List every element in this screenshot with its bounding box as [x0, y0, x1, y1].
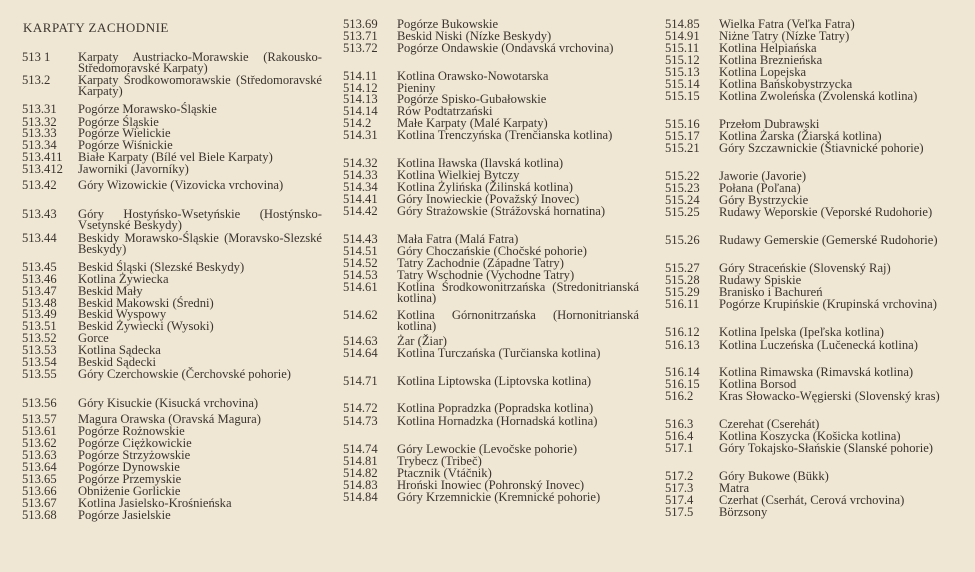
entry-name: Börzsony	[719, 505, 768, 519]
entry-name: Kotlina Zwoleńska (Zvolenská kotlina)	[719, 89, 918, 103]
index-entry	[22, 298, 322, 309]
index-entry	[665, 55, 957, 66]
index-entry	[665, 391, 957, 402]
entry-name: Beskid Sądecki	[78, 355, 156, 369]
entry-code: 514.71	[343, 374, 378, 388]
index-entry	[22, 164, 322, 175]
index-entry	[343, 492, 639, 503]
entry-code: 516.4	[665, 429, 694, 443]
index-entry	[665, 340, 957, 351]
entry-name: Magura Orawska (Oravská Magura)	[78, 412, 261, 426]
entry-name: Góry Tokajsko-Słańskie (Slanské pohorie)	[719, 441, 933, 455]
entry-code: 514.82	[343, 466, 378, 480]
entry-code: 515.15	[665, 89, 700, 103]
entry-name: Góry Kisuckie (Kisucká vrchovina)	[78, 396, 259, 410]
index-entry	[665, 443, 957, 454]
entry-code: 515.14	[665, 77, 700, 91]
entry-code: 513.412	[22, 162, 63, 176]
entry-name: Branisko i Bachureń	[719, 285, 823, 299]
entry-code: 513.71	[343, 29, 378, 43]
entry-code: 513.411	[22, 150, 63, 164]
entry-code: 517.1	[665, 441, 694, 455]
index-entry	[665, 507, 957, 518]
entry-name: Matra	[719, 481, 750, 495]
entry-name: Beskid Śląski (Slezské Beskydy)	[78, 260, 245, 274]
entry-name: Karpaty Austriacko-Morawskie (Rakousko-Středomoravské Karpaty)	[78, 50, 322, 76]
entry-name: Małe Karpaty (Malé Karpaty)	[397, 116, 548, 130]
entry-code: 513.72	[343, 41, 378, 55]
index-entry	[22, 345, 322, 356]
index-entry	[665, 235, 957, 246]
entry-name: Pogórze Spisko-Gubałowskie	[397, 92, 547, 106]
entry-name: Beskid Mały	[78, 284, 143, 298]
entry-code: 514.73	[343, 414, 378, 428]
entry-code: 513.64	[22, 460, 57, 474]
entry-name: Góry Wizowickie (Vizovicka vrchovina)	[78, 178, 284, 192]
entry-name: Beskid Żywiecki (Wysoki)	[78, 319, 214, 333]
entry-code: 514.14	[343, 104, 378, 118]
entry-name: Kotlina Bańskobystrzycka	[719, 77, 853, 91]
entry-code: 515.17	[665, 129, 700, 143]
entry-code: 513.45	[22, 260, 57, 274]
entry-code: 516.12	[665, 325, 700, 339]
entry-name: Kotlina Żylińska (Žilinská kotlina)	[397, 180, 573, 194]
entry-name: Połana (Poľana)	[719, 181, 801, 195]
entry-name: Kotlina Koszycka (Košicka kotlina)	[719, 429, 901, 443]
entry-name: Beskidy Morawsko-Śląskie (Moravsko-Slezské Beskydy)	[78, 231, 322, 257]
entry-code: 515.22	[665, 169, 700, 183]
entry-name: Kotlina Lopejska	[719, 65, 807, 79]
entry-name: Beskid Makowski (Średni)	[78, 296, 214, 310]
entry-name: Kotlina Jasielsko-Krośnieńska	[78, 496, 232, 510]
entry-code: 514.91	[665, 29, 700, 43]
entry-name: Obniżenie Gorlickie	[78, 484, 181, 498]
entry-code: 514.12	[343, 81, 378, 95]
entry-name: Pogórze Krupińskie (Krupinská vrchovina)	[719, 297, 937, 311]
index-entry	[665, 495, 957, 506]
entry-code: 515.11	[665, 41, 700, 55]
entry-name: Rów Podtatrzański	[397, 104, 493, 118]
index-entry	[343, 71, 639, 82]
entry-code: 513.66	[22, 484, 57, 498]
entry-code: 514.43	[343, 232, 378, 246]
entry-code: 513.65	[22, 472, 57, 486]
entry-code: 514.85	[665, 17, 700, 31]
index-entry	[665, 207, 957, 218]
index-entry	[665, 367, 957, 378]
entry-name: Kotlina Helpiańska	[719, 41, 817, 55]
entry-code: 513.67	[22, 496, 57, 510]
entry-code: 513.48	[22, 296, 57, 310]
entry-name: Karpaty Środkowomorawskie (Středomoravské Karpaty)	[78, 73, 322, 99]
entry-name: Pogórze Ciężkowickie	[78, 436, 192, 450]
entry-code: 513.2	[22, 73, 51, 87]
entry-name: Kotlina Hornadzka (Hornadská kotlina)	[397, 414, 598, 428]
index-entry	[22, 321, 322, 332]
entry-name: Pogórze Morawsko-Śląskie	[78, 102, 217, 116]
entry-code: 514.53	[343, 268, 378, 282]
index-entry	[665, 299, 957, 310]
entry-name: Rudawy Spiskie	[719, 273, 802, 287]
entry-name: Góry Szczawnickie (Štiavnické pohorie)	[719, 141, 924, 155]
entry-name: Kotlina Liptowska (Liptovska kotlina)	[397, 374, 592, 388]
entry-code: 515.12	[665, 53, 700, 67]
entry-code: 513.54	[22, 355, 57, 369]
entry-name: Kras Słowacko-Węgierski (Slovenský kras)	[719, 389, 940, 403]
entry-code: 513.63	[22, 448, 57, 462]
entry-name: Beskid Wyspowy	[78, 307, 167, 321]
entry-code: 513.32	[22, 115, 57, 129]
entry-code: 514.63	[343, 334, 378, 348]
entry-name: Kotlina Iławska (Ilavská kotlina)	[397, 156, 564, 170]
entry-code: 513.34	[22, 138, 57, 152]
entry-code: 514.2	[343, 116, 372, 130]
entry-code: 513.52	[22, 331, 57, 345]
entry-name: Kotlina Breznieńska	[719, 53, 823, 67]
index-entry	[22, 333, 322, 344]
entry-code: 515.24	[665, 193, 700, 207]
entry-code: 514.11	[343, 69, 378, 83]
entry-code: 514.61	[343, 280, 378, 294]
entry-code: 514.51	[343, 244, 378, 258]
entry-code: 517.4	[665, 493, 694, 507]
entry-name: Trybecz (Tribeč)	[397, 454, 482, 468]
index-entry	[22, 274, 322, 285]
entry-name: Hroński Inowiec (Pohronský Inovec)	[397, 478, 585, 492]
entry-code: 513.57	[22, 412, 57, 426]
index-entry	[343, 43, 639, 54]
index-entry	[22, 117, 322, 128]
entry-code: 517.5	[665, 505, 694, 519]
entry-name: Żar (Žiar)	[397, 334, 447, 348]
index-entry	[665, 183, 957, 194]
entry-name: Góry Hostyńsko-Wsetyńskie (Hostýnsko-Vsetynské Beskydy)	[78, 207, 322, 233]
index-entry	[665, 171, 957, 182]
entry-code: 515.26	[665, 233, 700, 247]
entry-name: Pieniny	[397, 81, 436, 95]
entry-code: 516.3	[665, 417, 694, 431]
entry-code: 517.3	[665, 481, 694, 495]
entry-code: 517.2	[665, 469, 694, 483]
entry-name: Wielka Fatra (Veľka Fatra)	[719, 17, 855, 31]
entry-code: 516.11	[665, 297, 700, 311]
index-entry	[22, 75, 322, 98]
entry-code: 513.33	[22, 126, 57, 140]
entry-code: 514.32	[343, 156, 378, 170]
index-entry	[343, 206, 639, 217]
entry-name: Kotlina Żarska (Žiarská kotlina)	[719, 129, 882, 143]
entry-name: Niżne Tatry (Nízke Tatry)	[719, 29, 850, 43]
entry-name: Kotlina Sądecka	[78, 343, 161, 357]
entry-name: Kotlina Górnonitrzańska (Hornonitrianská kotlina)	[397, 308, 639, 334]
entry-name: Góry Bystrzyckie	[719, 193, 809, 207]
entry-code: 516.13	[665, 338, 700, 352]
entry-name: Tatry Zachodnie (Západne Tatry)	[397, 256, 564, 270]
index-entry	[343, 348, 639, 359]
index-entry	[22, 180, 322, 191]
entry-name: Góry Bukowe (Bükk)	[719, 469, 829, 483]
entry-name: Kotlina Środkowonitrzańska (Stredonitrianská kotlina)	[397, 280, 639, 306]
entry-code: 513.51	[22, 319, 57, 333]
entry-code: 513.68	[22, 508, 57, 522]
entry-code: 513.61	[22, 424, 57, 438]
entry-name: Przełom Dubrawski	[719, 117, 820, 131]
index-entry	[343, 376, 639, 387]
entry-name: Czerhat (Cserhát, Cerová vrchovina)	[719, 493, 905, 507]
index-entry	[22, 52, 322, 75]
entry-code: 513.42	[22, 178, 57, 192]
entry-name: Góry Choczańskie (Chočské pohorie)	[397, 244, 587, 258]
entry-name: Kotlina Wielkiej Bytczy	[397, 168, 520, 182]
entry-code: 516.15	[665, 377, 700, 391]
entry-name: Kotlina Orawsko-Nowotarska	[397, 69, 549, 83]
entry-code: 513.46	[22, 272, 57, 286]
entry-name: Tatry Wschodnie (Vychodne Tatry)	[397, 268, 575, 282]
entry-code: 514.64	[343, 346, 378, 360]
entry-name: Kotlina Rimawska (Rimavská kotlina)	[719, 365, 914, 379]
index-entry	[343, 130, 639, 141]
index-entry	[343, 403, 639, 414]
entry-name: Jaworie (Javorie)	[719, 169, 807, 183]
entry-code: 513.62	[22, 436, 57, 450]
entry-code: 515.27	[665, 261, 700, 275]
entry-code: 513.69	[343, 17, 378, 31]
entry-code: 513.44	[22, 231, 57, 245]
entry-name: Pogórze Dynowskie	[78, 460, 180, 474]
entry-name: Pogórze Rożnowskie	[78, 424, 185, 438]
index-entry	[665, 263, 957, 274]
index-entry	[22, 398, 322, 409]
index-entry	[22, 233, 322, 256]
entry-name: Góry Strażowskie (Strážovská hornatina)	[397, 204, 606, 218]
entry-code: 514.34	[343, 180, 378, 194]
entry-code: 515.28	[665, 273, 700, 287]
entry-name: Ptacznik (Vtáčnik)	[397, 466, 492, 480]
entry-name: Pogórze Przemyskie	[78, 472, 182, 486]
entry-name: Góry Inowieckie (Považský Inovec)	[397, 192, 580, 206]
entry-name: Góry Czerchowskie (Čerchovské pohorie)	[78, 367, 291, 381]
entry-name: Kotlina Borsod	[719, 377, 797, 391]
index-entry	[22, 209, 322, 232]
entry-name: Gorce	[78, 331, 109, 345]
entry-name: Kotlina Popradzka (Popradska kotlina)	[397, 401, 594, 415]
index-entry	[22, 104, 322, 115]
entry-code: 514.84	[343, 490, 378, 504]
entry-code: 513.55	[22, 367, 57, 381]
index-entry	[665, 327, 957, 338]
entry-name: Białe Karpaty (Bílé vel Biele Karpaty)	[78, 150, 273, 164]
entry-code: 513.49	[22, 307, 57, 321]
entry-code: 515.29	[665, 285, 700, 299]
entry-name: Rudawy Weporskie (Veporské Rudohorie)	[719, 205, 933, 219]
entry-code: 514.74	[343, 442, 378, 456]
entry-name: Góry Lewockie (Levočske pohorie)	[397, 442, 578, 456]
index-entry	[665, 143, 957, 154]
entry-code: 515.21	[665, 141, 700, 155]
entry-code: 513.53	[22, 343, 57, 357]
entry-code: 514.33	[343, 168, 378, 182]
entry-name: Góry Krzemnickie (Kremnické pohorie)	[397, 490, 601, 504]
entry-code: 514.31	[343, 128, 378, 142]
entry-name: Pogórze Ondawskie (Ondavská vrchovina)	[397, 41, 614, 55]
index-entry	[22, 262, 322, 273]
entry-code: 513.43	[22, 207, 57, 221]
entry-name: Mała Fatra (Malá Fatra)	[397, 232, 519, 246]
entry-name: Kotlina Turczańska (Turčianska kotlina)	[397, 346, 601, 360]
entry-code: 514.42	[343, 204, 378, 218]
index-entry	[665, 471, 957, 482]
entry-name: Beskid Niski (Nízke Beskydy)	[397, 29, 552, 43]
entry-code: 515.23	[665, 181, 700, 195]
entry-code: 516.14	[665, 365, 700, 379]
section-heading: KARPATY ZACHODNIE	[23, 20, 169, 35]
entry-code: 514.72	[343, 401, 378, 415]
entry-name: Pogórze Strzyżowskie	[78, 448, 191, 462]
entry-code: 513.31	[22, 102, 57, 116]
entry-code: 514.41	[343, 192, 378, 206]
entry-name: Rudawy Gemerskie (Gemerské Rudohorie)	[719, 233, 938, 247]
index-entry	[22, 498, 322, 509]
index-entry	[22, 369, 322, 380]
entry-name: Jaworniki (Javorníky)	[78, 162, 189, 176]
entry-name: Pogórze Wiśnickie	[78, 138, 173, 152]
entry-code: 514.81	[343, 454, 378, 468]
entry-code: 515.13	[665, 65, 700, 79]
entry-code: 513.47	[22, 284, 57, 298]
entry-name: Kotlina Żywiecka	[78, 272, 169, 286]
entry-name: Kotlina Trenczyńska (Trenčianska kotlina)	[397, 128, 613, 142]
index-entry	[22, 510, 322, 521]
entry-name: Kotlina Ipelska (Ipeľska kotlina)	[719, 325, 884, 339]
index-entry	[665, 91, 957, 102]
entry-name: Czerehat (Cserehát)	[719, 417, 820, 431]
entry-code: 514.13	[343, 92, 378, 106]
entry-name: Pogórze Bukowskie	[397, 17, 499, 31]
index-entry	[343, 444, 639, 455]
entry-code: 515.25	[665, 205, 700, 219]
entry-name: Pogórze Wielickie	[78, 126, 171, 140]
entry-name: Góry Straceńskie (Slovenský Raj)	[719, 261, 891, 275]
entry-code: 513.56	[22, 396, 57, 410]
entry-name: Kotlina Luczeńska (Lučenecká kotlina)	[719, 338, 918, 352]
entry-code: 514.62	[343, 308, 378, 322]
index-entry	[343, 310, 639, 333]
entry-code: 513 1	[22, 50, 51, 64]
entry-name: Pogórze Śląskie	[78, 115, 159, 129]
entry-code: 516.2	[665, 389, 694, 403]
entry-name: Pogórze Jasielskie	[78, 508, 171, 522]
index-entry	[343, 416, 639, 427]
index-entry	[343, 282, 639, 305]
entry-code: 515.16	[665, 117, 700, 131]
entry-code: 514.83	[343, 478, 378, 492]
entry-code: 514.52	[343, 256, 378, 270]
